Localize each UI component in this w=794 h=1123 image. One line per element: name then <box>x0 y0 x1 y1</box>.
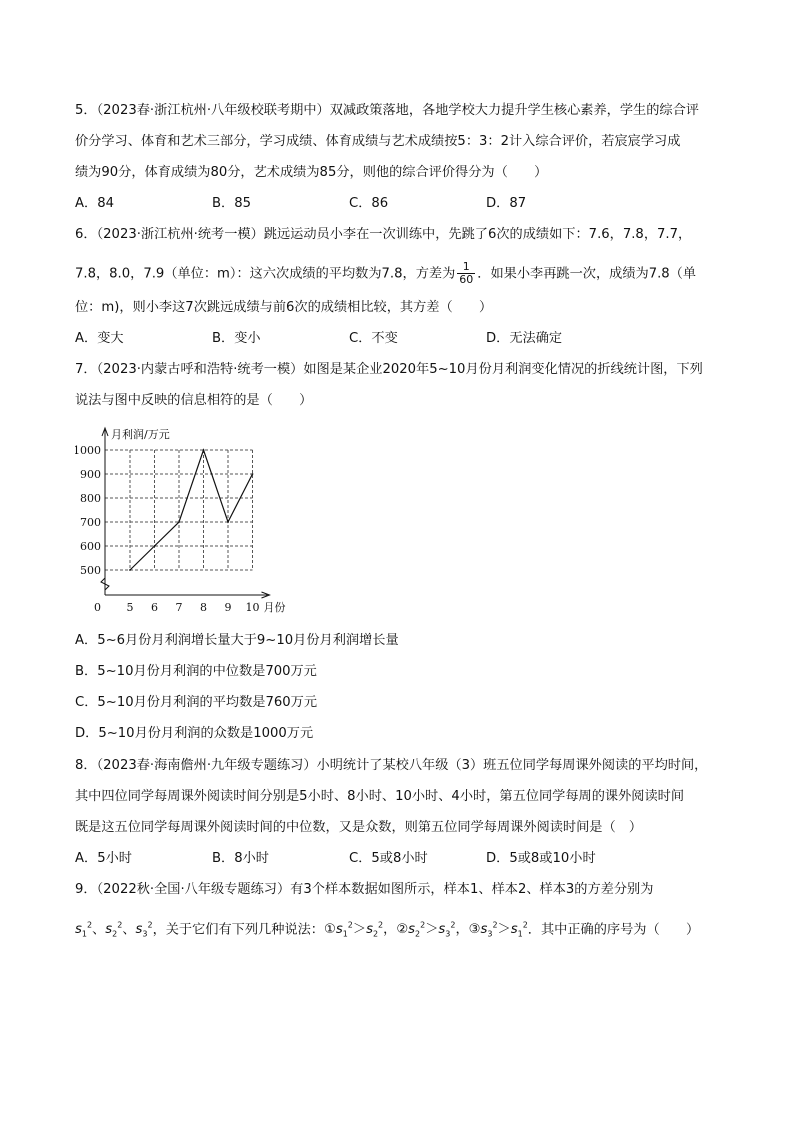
q6-option-c: C．不变 <box>349 331 398 346</box>
y-tick-label-1000: 1000 <box>75 444 101 457</box>
q5-line-3: 绩为90分，体育成绩为80分，艺术成绩为85分，则他的综合评价得分为（ ） <box>75 165 548 180</box>
profit-series-line <box>130 450 253 570</box>
q6-line-3: 位：m)，则小李这7次跳远成绩与前6次的成绩相比较，其方差（ ） <box>75 300 493 315</box>
q5-line-1: 5．（2023春·浙江杭州·八年级校联考期中）双减政策落地，各地学校大力提升学生核心素养，学生的综合评 <box>75 103 699 118</box>
variance-fraction <box>457 261 475 286</box>
data-point-9 <box>227 521 229 523</box>
var-s3: $s_3^2$ <box>135 921 153 940</box>
var-s2: $s_2^2$ <box>105 921 123 940</box>
origin-label: 0 <box>94 601 101 614</box>
q8-line-2: 其中四位同学每周课外阅读时间分别是5小时、8小时、10小时、4小时，第五位同学每周的课外阅读时间 <box>75 789 685 804</box>
x-tick-label-6: 6 <box>151 601 158 614</box>
x-axis-label: 月份 <box>263 601 286 614</box>
q5-option-d: D．87 <box>486 196 527 211</box>
q8-options <box>75 849 735 869</box>
q5-option-c: C．86 <box>349 196 389 211</box>
q8-line-3: 既是这五位同学每周课外阅读时间的中位数，又是众数，则第五位同学每周课外阅读时间是（ ） <box>75 820 643 835</box>
q6-line-2 <box>75 261 696 286</box>
statement-3: ，$③s_3^2>s_1^2$ <box>455 921 528 940</box>
q9-question-tail: ．其中正确的序号为（ ） <box>527 922 700 938</box>
q6-line-2-end: ．如果小李再跳一次，成绩为7.8（单 <box>477 266 697 282</box>
q8-option-c: C．5或8小时 <box>349 851 428 866</box>
y-tick-label-600: 600 <box>80 540 101 553</box>
q5-line-2: 价分学习、体育和艺术三部分，学习成绩、体育成绩与艺术成绩按5：3：2计入综合评价，若宸宸学习成 <box>75 134 681 149</box>
q8-option-b: B．8小时 <box>212 851 269 866</box>
x-tick-label-10: 10 <box>245 601 260 614</box>
profit-line-chart <box>75 420 295 624</box>
y-tick-label-700: 700 <box>80 516 101 529</box>
fraction-numerator: 1 <box>457 261 475 274</box>
q9-line-1: 9．（2022秋·全国·八年级专题练习）有3个样本数据如图所示，样本1、样本2、样本3的方差分别为 <box>75 882 654 897</box>
q7-line-1: 7．（2023·内蒙古呼和浩特·统考一模）如图是某企业2020年5~10月份月利润变化情况的折线统计图，下列 <box>75 362 703 377</box>
q6-line-1: 6．（2023·浙江杭州·统考一模）跳远运动员小李在一次训练中，先跳了6次的成绩如下：7.6，7.8，7.7， <box>75 227 692 242</box>
q7-option-d: D．5~10月份月利润的众数是1000万元 <box>75 726 314 741</box>
q6-option-a: A．变大 <box>75 331 124 346</box>
x-tick-label-8: 8 <box>200 601 207 614</box>
fraction-denominator: 60 <box>459 273 474 286</box>
y-tick-label-800: 800 <box>80 492 101 505</box>
q8-option-a: A．5小时 <box>75 851 132 866</box>
q9-line-2: $s_1^2$、$s_2^2$、$s_3^2$，关于它们有下列几种说法：$①s_1^2>s_2^2$，$②s_2^2>s_3^2$，$③s_3^2>s_1^2$．其中正确的序号为（ ） <box>75 921 700 940</box>
statement-2: ，$②s_2^2>s_3^2$ <box>383 921 456 940</box>
y-tick-label-900: 900 <box>80 468 101 481</box>
data-point-10 <box>252 473 254 475</box>
x-tick-label-5: 5 <box>126 601 134 614</box>
q6-line-2-start: 7.8，8.0，7.9（单位：m）：这六次成绩的平均数为7.8，方差为 <box>75 266 456 282</box>
data-point-6 <box>154 545 156 547</box>
statement-1: $①s_1^2>s_2^2$ <box>324 921 384 940</box>
y-axis-label: 月利润/万元 <box>111 428 170 441</box>
data-point-8 <box>203 449 205 451</box>
q7-option-b: B．5~10月份月利润的中位数是700万元 <box>75 664 317 679</box>
x-tick-label-9: 9 <box>224 601 232 614</box>
q8-line-1: 8．（2023春·海南儋州·九年级专题练习）小明统计了某校八年级（3）班五位同学每周课外阅读的平均时间， <box>75 758 708 773</box>
q8-option-d: D．5或8或10小时 <box>486 851 596 866</box>
q5-options <box>75 194 735 214</box>
q9-statements-intro: ，关于它们有下列几种说法： <box>152 922 324 938</box>
q7-option-a: A．5~6月份月利润增长量大于9~10月份月利润增长量 <box>75 633 399 648</box>
q5-option-a: A．84 <box>75 196 114 211</box>
q5-option-b: B．85 <box>212 196 252 211</box>
x-tick-label-7: 7 <box>175 601 183 614</box>
q7-option-c: C．5~10月份月利润的平均数是760万元 <box>75 695 318 710</box>
data-point-7 <box>178 521 180 523</box>
q6-options <box>75 329 735 349</box>
var-s1: $s_1^2$ <box>75 921 93 940</box>
chart-svg <box>75 420 295 620</box>
data-point-5 <box>129 569 131 571</box>
y-tick-label-500: 500 <box>80 564 101 577</box>
q7-line-2: 说法与图中反映的信息相符的是（ ） <box>75 393 313 408</box>
q6-option-d: D．无法确定 <box>486 331 563 346</box>
q6-option-b: B．变小 <box>212 331 261 346</box>
